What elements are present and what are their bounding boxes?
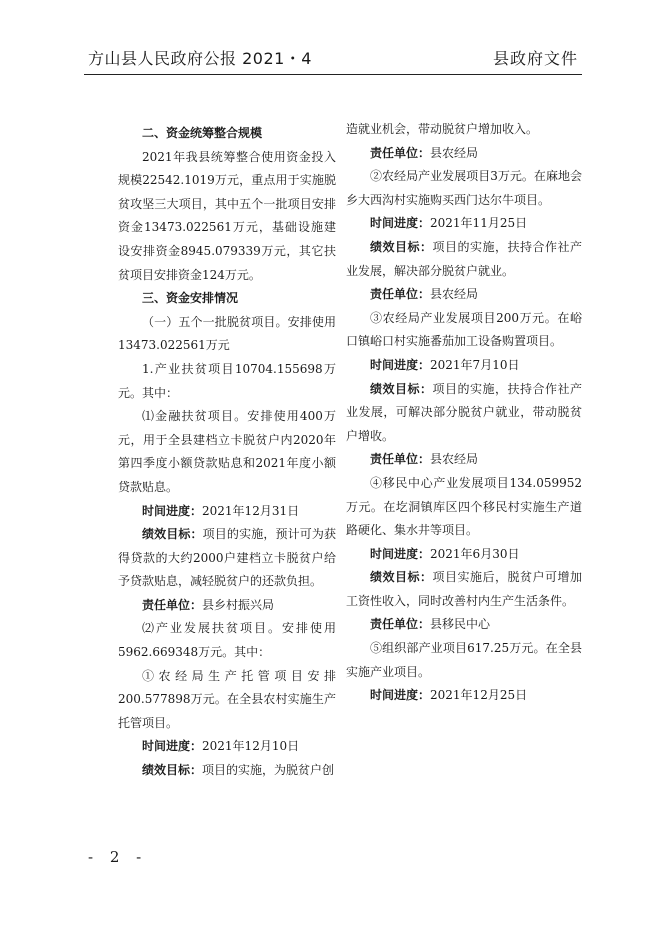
publication-title: 方山县人民政府公报 2021・4 bbox=[88, 49, 312, 68]
labeled-paragraph bbox=[346, 448, 582, 472]
right-column bbox=[346, 118, 582, 708]
field-label: 责任单位： bbox=[370, 145, 431, 160]
field-value: 2021年6月30日 bbox=[430, 546, 520, 561]
labeled-paragraph bbox=[346, 684, 582, 708]
section-heading: 三、资金安排情况 bbox=[142, 291, 239, 306]
labeled-paragraph bbox=[118, 735, 336, 759]
field-label: 绩效目标： bbox=[370, 570, 433, 585]
field-value: 项目的实施，为脱贫户创 bbox=[202, 763, 335, 778]
field-value: 县移民中心 bbox=[430, 617, 491, 632]
labeled-paragraph bbox=[346, 613, 582, 637]
field-value: 项目的实施，扶持合作社产业发展，解决部分脱贫户就业。 bbox=[346, 239, 582, 278]
labeled-paragraph bbox=[118, 594, 336, 618]
continued-paragraph: 造就业机会，带动脱贫户增加收入。 bbox=[346, 122, 539, 136]
field-value: 2021年12月31日 bbox=[202, 503, 300, 518]
body-paragraph: 1.产业扶贫项目10704.155698万元。其中： bbox=[118, 361, 336, 400]
labeled-paragraph bbox=[346, 354, 582, 378]
field-value: 县乡村振兴局 bbox=[202, 597, 275, 612]
field-label: 绩效目标： bbox=[370, 381, 433, 396]
labeled-paragraph bbox=[346, 566, 582, 613]
body-paragraph: ⑤组织部产业项目617.25万元。在全县实施产业项目。 bbox=[346, 641, 582, 679]
field-label: 责任单位： bbox=[370, 287, 431, 302]
body-paragraph: ④移民中心产业发展项目134.059952万元。在圪洞镇库区四个移民村实施生产道路硬化、集水井等项目。 bbox=[346, 475, 582, 538]
field-label: 时间进度： bbox=[142, 739, 203, 754]
field-label: 绩效目标： bbox=[142, 763, 203, 778]
field-value: 项目实施后，脱贫户可增加工资性收入，同时改善村内生产生活条件。 bbox=[346, 570, 582, 608]
body-paragraph: ①农经局生产托管项目安排200.577898万元。在全县农村实施生产托管项目。 bbox=[118, 668, 336, 730]
field-value: 县农经局 bbox=[430, 145, 479, 160]
body-paragraph: 2021年我县统筹整合使用资金投入规模22542.1019万元，重点用于实施脱贫攻坚三大项目，其中五个一批项目安排资金13473.022561万元，基础设施建设安排资金8945.079339万元，其它扶贫项目安排资金124万元。 bbox=[118, 149, 336, 282]
field-label: 责任单位： bbox=[370, 452, 431, 467]
field-value: 项目的实施，扶持合作社产业发展，可解决部分脱贫户就业，带动脱贫户增收。 bbox=[346, 381, 582, 443]
labeled-paragraph bbox=[346, 543, 582, 567]
header-divider bbox=[84, 74, 582, 75]
field-value: 2021年7月10日 bbox=[430, 357, 520, 372]
field-label: 时间进度： bbox=[370, 688, 431, 703]
field-label: 时间进度： bbox=[370, 546, 431, 561]
labeled-paragraph bbox=[346, 142, 582, 166]
body-paragraph: ⑵产业发展扶贫项目。安排使用5962.669348万元。其中： bbox=[118, 621, 336, 660]
section-heading: 二、资金统筹整合规模 bbox=[142, 126, 263, 140]
labeled-paragraph bbox=[346, 378, 582, 449]
labeled-paragraph bbox=[346, 236, 582, 283]
labeled-paragraph bbox=[118, 523, 336, 594]
left-column bbox=[118, 122, 336, 783]
field-label: 时间进度： bbox=[370, 357, 431, 372]
field-value: 项目的实施，预计可为获得贷款的大约2000户建档立卡脱贫户给予贷款贴息，减轻脱贫户的还款负担。 bbox=[118, 527, 336, 589]
field-label: 绩效目标： bbox=[142, 527, 203, 542]
page-number: - 2 - bbox=[88, 848, 148, 866]
field-value: 2021年11月25日 bbox=[430, 216, 528, 231]
labeled-paragraph bbox=[118, 759, 336, 783]
field-label: 时间进度： bbox=[142, 503, 203, 518]
field-value: 县农经局 bbox=[430, 287, 479, 302]
section-title: 县政府文件 bbox=[492, 49, 578, 68]
field-label: 责任单位： bbox=[142, 597, 203, 612]
field-value: 2021年12月10日 bbox=[202, 739, 300, 754]
field-value: 县农经局 bbox=[430, 452, 479, 467]
body-paragraph: （一）五个一批脱贫项目。安排使用13473.022561万元 bbox=[118, 314, 336, 353]
field-label: 绩效目标： bbox=[370, 239, 433, 254]
field-value: 2021年12月25日 bbox=[430, 688, 528, 703]
labeled-paragraph bbox=[346, 283, 582, 307]
body-paragraph: ⑴金融扶贫项目。安排使用400万元，用于全县建档立卡脱贫户内2020年第四季度小额贷款贴息和2021年度小额贷款贴息。 bbox=[118, 409, 336, 494]
body-paragraph: ③农经局产业发展项目200万元。在峪口镇峪口村实施番茄加工设备购置项目。 bbox=[346, 310, 582, 349]
labeled-paragraph bbox=[346, 212, 582, 236]
field-label: 责任单位： bbox=[370, 617, 431, 632]
field-label: 时间进度： bbox=[370, 216, 431, 231]
labeled-paragraph bbox=[118, 500, 336, 524]
body-paragraph: ②农经局产业发展项目3万元。在麻地会乡大西沟村实施购买西门达尔牛项目。 bbox=[346, 169, 582, 207]
